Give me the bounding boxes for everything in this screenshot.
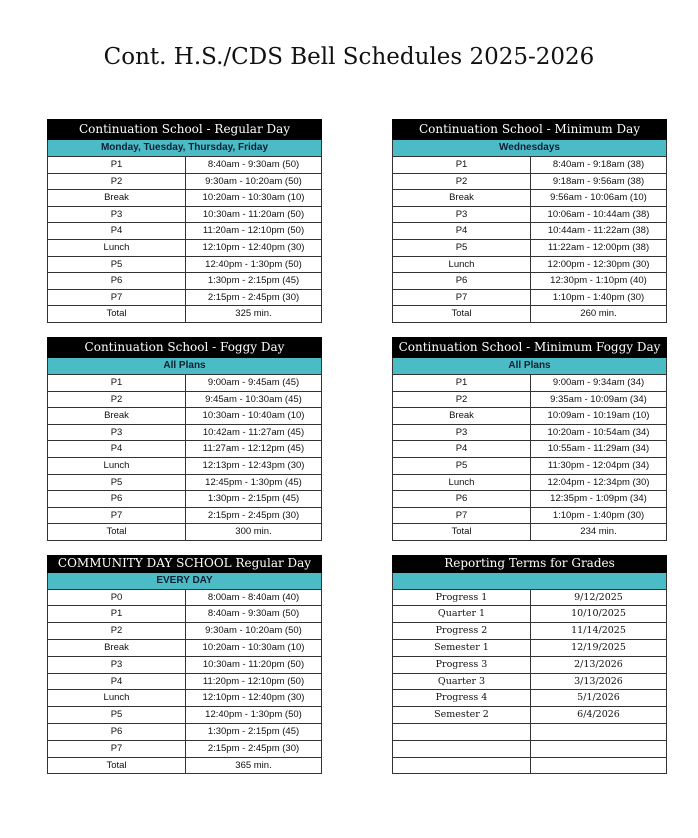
table-row [48,424,322,441]
period-cell: Quarter 1 [393,606,531,623]
table-row [393,391,667,408]
period-cell: P6 [48,491,186,508]
table-row [393,656,667,673]
table-title-row [48,338,322,358]
table-title-row [48,120,322,140]
period-cell: Total [393,306,531,323]
table-row [48,206,322,223]
table-title: Continuation School - Minimum Day [393,120,667,140]
period-cell: P1 [393,157,531,174]
time-cell: 10:30am - 11:20am (50) [186,206,322,223]
table-row [393,524,667,541]
table-row [393,375,667,392]
period-cell: P5 [48,256,186,273]
time-cell: 2:15pm - 2:45pm (30) [186,740,322,757]
time-cell: 11:30pm - 12:04pm (34) [531,457,667,474]
table-subtitle: All Plans [48,358,322,375]
period-cell: Total [48,524,186,541]
table-row [393,673,667,690]
table-row [48,589,322,606]
table-row [48,474,322,491]
period-cell: P5 [393,457,531,474]
minimum-day-table [392,119,667,323]
table-row [393,273,667,290]
time-cell: 1:30pm - 2:15pm (45) [186,723,322,740]
time-cell: 3/13/2026 [531,673,667,690]
table-row [393,173,667,190]
table-row [48,524,322,541]
time-cell: 260 min. [531,306,667,323]
period-cell: P3 [393,424,531,441]
table-row [393,757,667,774]
table-row [393,723,667,740]
period-cell: P7 [48,740,186,757]
time-cell: 9:00am - 9:34am (34) [531,375,667,392]
time-cell: 365 min. [186,757,322,774]
table-title: Continuation School - Minimum Foggy Day [393,338,667,358]
community-day-table [47,555,322,774]
table-subtitle-row [48,140,322,157]
period-cell: P0 [48,589,186,606]
minimum-foggy-day-table [392,337,667,541]
period-cell: P4 [393,441,531,458]
period-cell: Break [48,408,186,425]
time-cell: 11:20pm - 12:10pm (50) [186,673,322,690]
time-cell: 325 min. [186,306,322,323]
time-cell: 10:20am - 10:30am (10) [186,190,322,207]
time-cell: 11:27am - 12:12pm (45) [186,441,322,458]
table-row [48,491,322,508]
table-title: Continuation School - Foggy Day [48,338,322,358]
page-title: Cont. H.S./CDS Bell Schedules 2025-2026 [103,44,595,70]
table-row [48,306,322,323]
period-cell: P4 [48,223,186,240]
period-cell: Progress 4 [393,690,531,707]
time-cell [531,723,667,740]
time-cell: 10/10/2025 [531,606,667,623]
time-cell: 12:40pm - 1:30pm (50) [186,256,322,273]
time-cell: 8:00am - 8:40am (40) [186,589,322,606]
table-subtitle-row [393,572,667,589]
table-row [393,474,667,491]
time-cell: 10:09am - 10:19am (10) [531,408,667,425]
period-cell: P2 [48,391,186,408]
period-cell: P5 [48,474,186,491]
table-row [393,589,667,606]
foggy-day-table [47,337,322,541]
time-cell: 1:10pm - 1:40pm (30) [531,289,667,306]
table-title: Continuation School - Regular Day [48,120,322,140]
time-cell: 9/12/2025 [531,589,667,606]
table-row [393,457,667,474]
table-subtitle-row [48,358,322,375]
table-row [393,507,667,524]
time-cell: 11/14/2025 [531,623,667,640]
table-row [48,507,322,524]
period-cell: Total [393,524,531,541]
table-row [48,289,322,306]
table-row [393,606,667,623]
time-cell: 9:45am - 10:30am (45) [186,391,322,408]
time-cell: 5/1/2026 [531,690,667,707]
period-cell: P2 [48,173,186,190]
period-cell: Lunch [48,457,186,474]
table-title: Reporting Terms for Grades [393,556,667,573]
table-row [48,190,322,207]
period-cell: P6 [48,273,186,290]
table-row [393,190,667,207]
table-row [48,740,322,757]
period-cell: Progress 1 [393,589,531,606]
table-row [393,223,667,240]
table-row [48,273,322,290]
table-row [48,157,322,174]
time-cell: 1:10pm - 1:40pm (30) [531,507,667,524]
period-cell: P1 [48,606,186,623]
time-cell: 10:42am - 11:27am (45) [186,424,322,441]
table-row [393,256,667,273]
table-row [48,723,322,740]
period-cell: Semester 2 [393,707,531,724]
period-cell: Break [393,190,531,207]
table-row [48,173,322,190]
table-subtitle-row [48,572,322,589]
time-cell: 10:44am - 11:22am (38) [531,223,667,240]
time-cell: 10:20am - 10:54am (34) [531,424,667,441]
period-cell: Lunch [393,474,531,491]
table-row [48,690,322,707]
table-title-row [48,556,322,573]
time-cell [531,740,667,757]
time-cell: 12:10pm - 12:40pm (30) [186,239,322,256]
time-cell: 6/4/2026 [531,707,667,724]
time-cell: 12:45pm - 1:30pm (45) [186,474,322,491]
table-row [48,757,322,774]
time-cell: 12:35pm - 1:09pm (34) [531,491,667,508]
table-row [48,391,322,408]
time-cell: 12/19/2025 [531,639,667,656]
period-cell: P1 [393,375,531,392]
reporting-terms-table [392,555,667,774]
table-subtitle: EVERY DAY [48,572,322,589]
table-row [393,690,667,707]
period-cell: Break [48,639,186,656]
period-cell: P2 [48,623,186,640]
table-row [393,639,667,656]
table-row [48,707,322,724]
period-cell [393,723,531,740]
time-cell: 8:40am - 9:18am (38) [531,157,667,174]
time-cell: 10:30am - 11:20pm (50) [186,656,322,673]
table-row [393,408,667,425]
table-subtitle: Wednesdays [393,140,667,157]
table-title: COMMUNITY DAY SCHOOL Regular Day [48,556,322,573]
period-cell: Progress 3 [393,656,531,673]
time-cell: 10:30am - 10:40am (10) [186,408,322,425]
table-row [48,256,322,273]
period-cell: Break [48,190,186,207]
period-cell: P4 [48,673,186,690]
period-cell [393,757,531,774]
table-row [48,623,322,640]
period-cell: Total [48,306,186,323]
table-row [393,306,667,323]
table-row [48,656,322,673]
time-cell: 1:30pm - 2:15pm (45) [186,273,322,290]
table-row [393,491,667,508]
time-cell: 10:06am - 10:44am (38) [531,206,667,223]
time-cell: 10:20am - 10:30am (10) [186,639,322,656]
period-cell: P1 [48,375,186,392]
period-cell: P7 [48,289,186,306]
time-cell: 300 min. [186,524,322,541]
time-cell: 9:30am - 10:20am (50) [186,623,322,640]
period-cell: Break [393,408,531,425]
time-cell: 10:55am - 11:29am (34) [531,441,667,458]
time-cell: 234 min. [531,524,667,541]
period-cell: Lunch [48,690,186,707]
period-cell: P7 [48,507,186,524]
time-cell: 12:40pm - 1:30pm (50) [186,707,322,724]
time-cell: 12:00pm - 12:30pm (30) [531,256,667,273]
table-row [393,289,667,306]
period-cell: P4 [48,441,186,458]
period-cell: Semester 1 [393,639,531,656]
table-row [48,408,322,425]
period-cell: Total [48,757,186,774]
time-cell: 12:04pm - 12:34pm (30) [531,474,667,491]
period-cell: P7 [393,289,531,306]
time-cell: 12:13pm - 12:43pm (30) [186,457,322,474]
period-cell: Progress 2 [393,623,531,640]
table-subtitle: Monday, Tuesday, Thursday, Friday [48,140,322,157]
time-cell [531,757,667,774]
table-subtitle [393,572,667,589]
time-cell: 11:22am - 12:00pm (38) [531,239,667,256]
table-row [393,239,667,256]
period-cell: P4 [393,223,531,240]
period-cell [393,740,531,757]
time-cell: 2:15pm - 2:45pm (30) [186,507,322,524]
table-title-row [393,338,667,358]
time-cell: 9:35am - 10:09am (34) [531,391,667,408]
period-cell: P3 [48,206,186,223]
table-row [393,740,667,757]
time-cell: 8:40am - 9:30am (50) [186,606,322,623]
table-row [48,639,322,656]
table-row [393,206,667,223]
table-row [48,606,322,623]
period-cell: P1 [48,157,186,174]
period-cell: P2 [393,391,531,408]
time-cell: 2:15pm - 2:45pm (30) [186,289,322,306]
table-row [393,441,667,458]
table-row [48,223,322,240]
time-cell: 9:56am - 10:06am (10) [531,190,667,207]
period-cell: P6 [393,491,531,508]
period-cell: Lunch [48,239,186,256]
period-cell: P5 [48,707,186,724]
regular-day-table [47,119,322,323]
table-row [393,623,667,640]
period-cell: P7 [393,507,531,524]
table-row [48,457,322,474]
period-cell: P6 [393,273,531,290]
table-subtitle-row [393,140,667,157]
time-cell: 8:40am - 9:30am (50) [186,157,322,174]
table-row [48,239,322,256]
table-title-row [393,120,667,140]
time-cell: 12:10pm - 12:40pm (30) [186,690,322,707]
table-row [393,157,667,174]
period-cell: P2 [393,173,531,190]
table-title-row [393,556,667,573]
table-subtitle: All Plans [393,358,667,375]
table-row [393,707,667,724]
period-cell: P3 [48,656,186,673]
table-subtitle-row [393,358,667,375]
time-cell: 11:20am - 12:10pm (50) [186,223,322,240]
period-cell: Quarter 3 [393,673,531,690]
time-cell: 9:00am - 9:45am (45) [186,375,322,392]
period-cell: P5 [393,239,531,256]
period-cell: P6 [48,723,186,740]
time-cell: 9:30am - 10:20am (50) [186,173,322,190]
time-cell: 1:30pm - 2:15pm (45) [186,491,322,508]
table-row [393,424,667,441]
time-cell: 9:18am - 9:56am (38) [531,173,667,190]
table-row [48,673,322,690]
time-cell: 12:30pm - 1:10pm (40) [531,273,667,290]
table-row [48,375,322,392]
time-cell: 2/13/2026 [531,656,667,673]
period-cell: P3 [393,206,531,223]
period-cell: Lunch [393,256,531,273]
table-row [48,441,322,458]
period-cell: P3 [48,424,186,441]
